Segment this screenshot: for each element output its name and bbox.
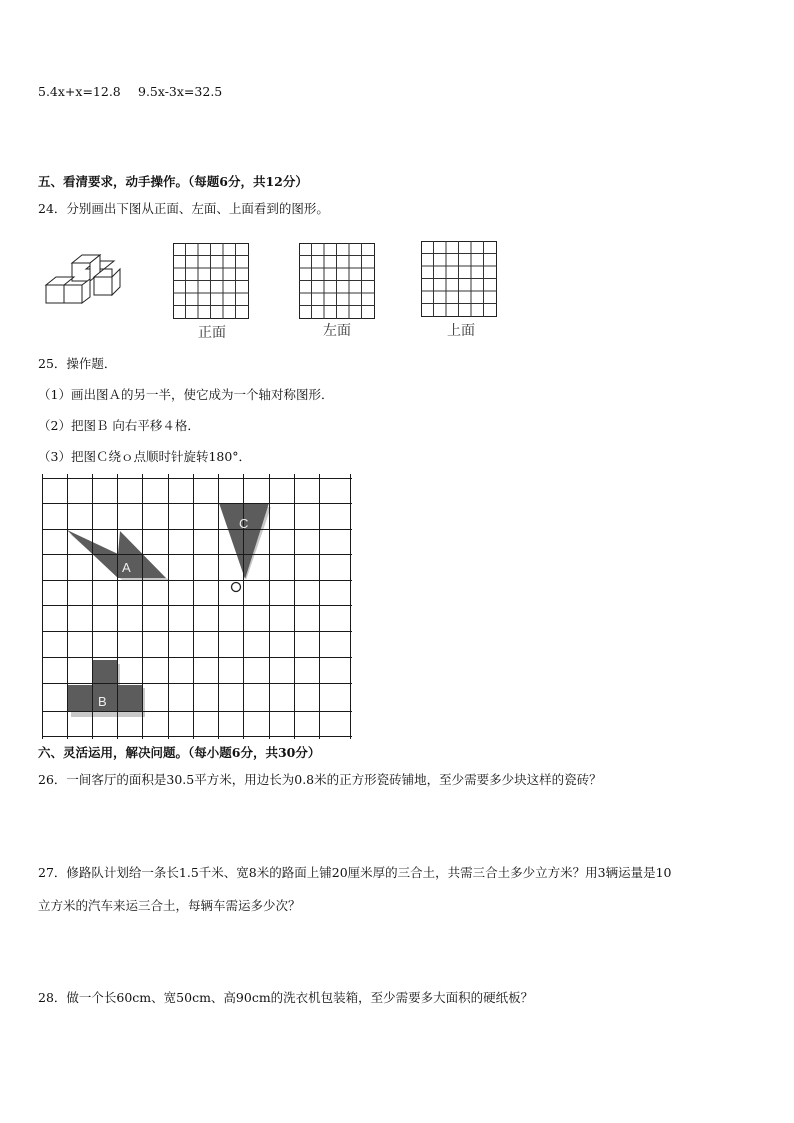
shape-b-label: B bbox=[98, 694, 107, 709]
left-view-grid bbox=[299, 243, 375, 319]
question-25-title: 25．操作题． bbox=[38, 356, 117, 371]
question-27-text-line-1: 27．修路队计划给一条长1.5千米、宽8米的路面上铺20厘米厚的三合土，共需三合土多少立方米？用3辆运量是10 bbox=[38, 865, 672, 880]
question-27-text-line-2: 立方米的汽车来运三合土，每辆车需运多少次？ bbox=[38, 898, 301, 913]
front-view-label: 正面 bbox=[198, 325, 226, 341]
question-26-text: 26．一间客厅的面积是30.5平方米，用边长为0.8米的正方形瓷砖铺地，至少需要多少块这样的瓷砖？ bbox=[38, 772, 602, 787]
equation-1: 5.4x+x=12.8 bbox=[38, 84, 121, 99]
question-24-text: 24．分别画出下图从正面、左面、上面看到的图形。 bbox=[38, 201, 329, 216]
question-25-item-3: （3）把图Ｃ绕ｏ点顺时针旋转180°． bbox=[38, 449, 252, 464]
question-25-item-1: （1）画出图Ａ的另一半，使它成为一个轴对称图形． bbox=[38, 387, 334, 402]
left-view-label: 左面 bbox=[323, 323, 351, 339]
section-6-heading: 六、灵活运用，解决问题。（每小题6分，共30分） bbox=[38, 745, 321, 760]
equation-2: 9.5x-3x=32.5 bbox=[138, 84, 223, 99]
cube-stack-figure bbox=[42, 247, 122, 311]
section-5-heading: 五、看清要求，动手操作。（每题6分，共12分） bbox=[38, 174, 308, 189]
front-view-grid bbox=[173, 243, 249, 319]
question-25-item-2: （2）把图Ｂ 向右平移４格． bbox=[38, 418, 200, 433]
question-28-text: 28．做一个长60cm、宽50cm、高90cm的洗衣机包装箱，至少需要多大面积的硬纸板？ bbox=[38, 990, 534, 1005]
transformation-grid bbox=[42, 474, 352, 739]
rotation-point-o bbox=[232, 583, 241, 592]
top-view-label: 上面 bbox=[447, 323, 475, 339]
top-view-grid bbox=[421, 241, 497, 317]
shape-a-label: A bbox=[122, 560, 131, 575]
shape-c-label: C bbox=[239, 516, 249, 531]
